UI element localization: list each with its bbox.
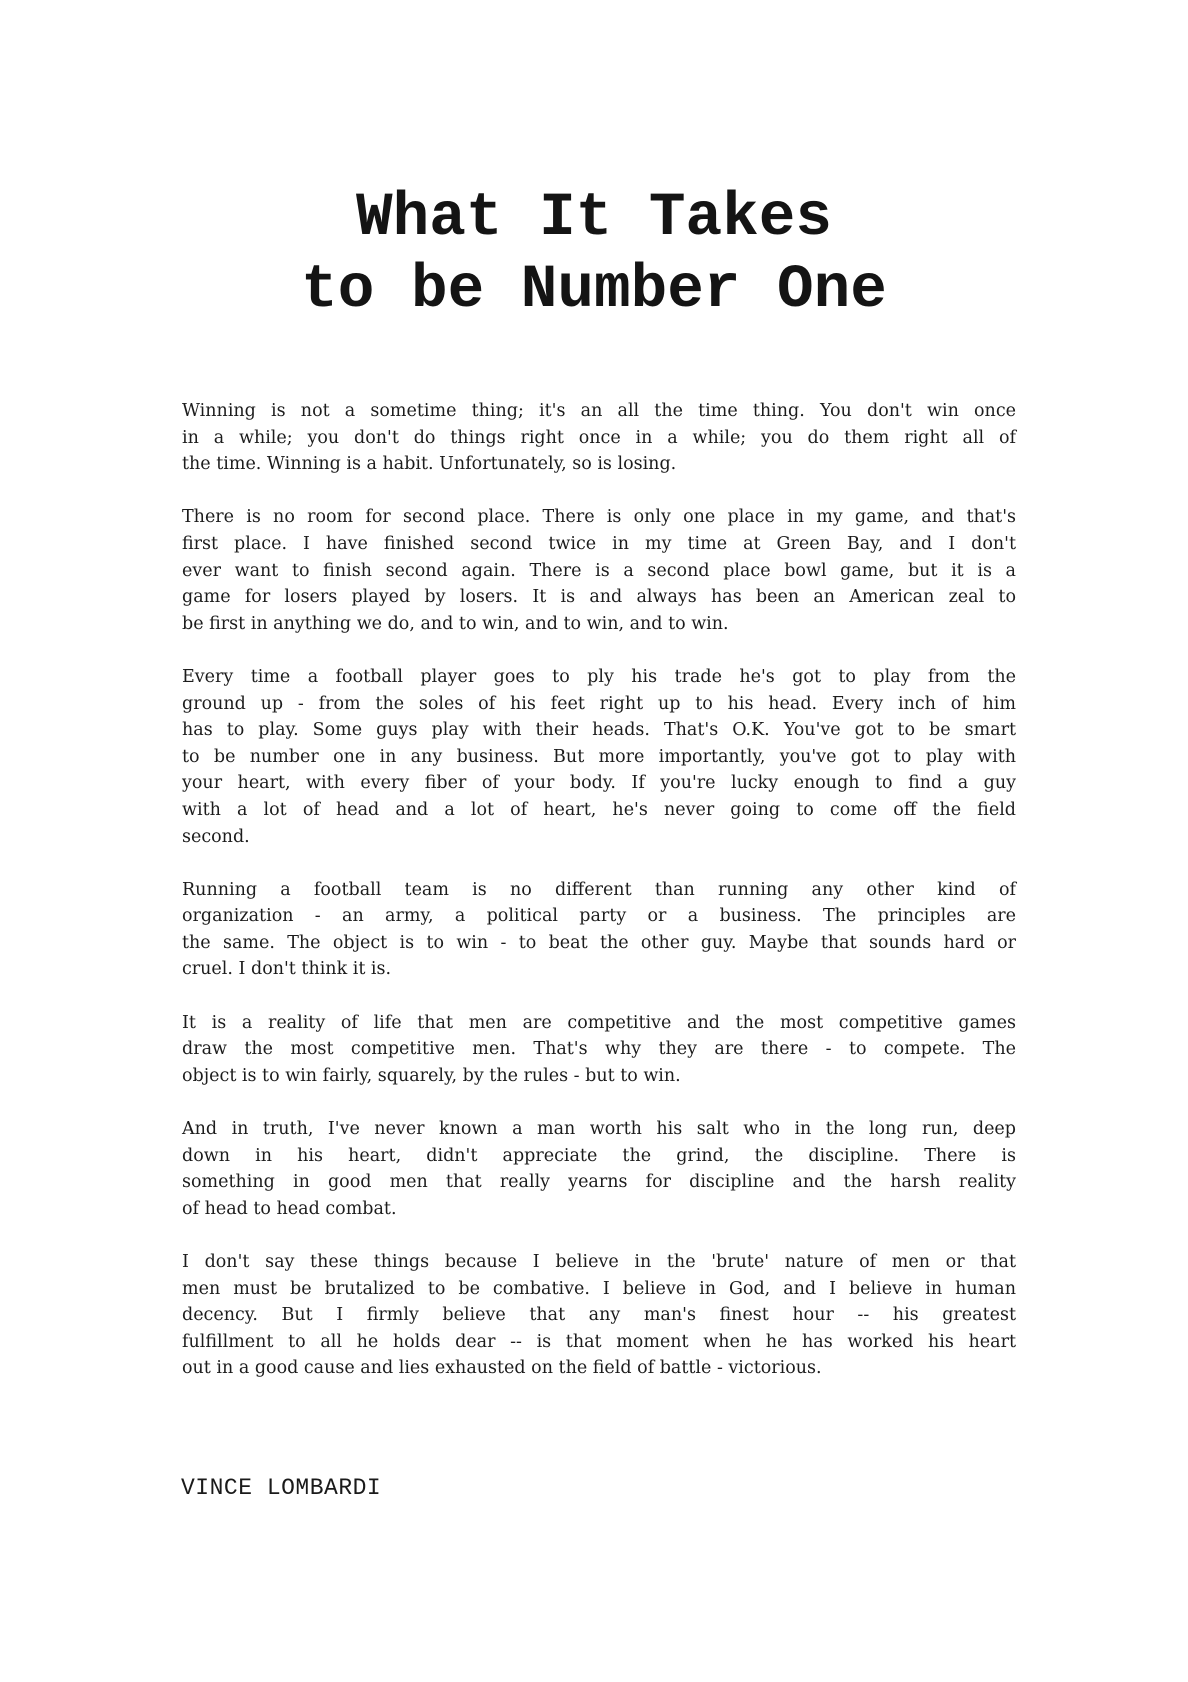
text-line: cruel. I don't think it is. (182, 959, 392, 980)
text-line: be first in anything we do, and to win, and to win, and to win. (182, 613, 729, 634)
text-line: Every time a football player goes to ply his trade he's got to play from the (182, 666, 1016, 687)
text-line: your heart, with every fiber of your body. If you're lucky enough to find a guy (182, 773, 1016, 794)
text-line: out in a good cause and lies exhausted on the field of battle - victorious. (182, 1358, 822, 1379)
text-line: first place. I have finished second twice in my time at Green Bay, and I don't (182, 533, 1016, 554)
paragraph-4 (182, 877, 1016, 983)
quote-body (182, 398, 1016, 1409)
text-line: organization - an army, a political party or a business. The principles are (182, 906, 1016, 927)
title-line-1: What It Takes (356, 184, 832, 253)
page-title (0, 183, 1188, 327)
paragraph-6 (182, 1116, 1016, 1222)
paragraph-1 (182, 398, 1016, 478)
text-line: ground up - from the soles of his feet right up to his head. Every inch of him (182, 693, 1016, 714)
text-line: the time. Winning is a habit. Unfortunately, so is losing. (182, 454, 677, 475)
paragraph-5 (182, 1010, 1016, 1090)
paragraph-7 (182, 1249, 1016, 1382)
text-line: something in good men that really yearns for discipline and the harsh reality (182, 1172, 1016, 1193)
text-line: second. (182, 826, 250, 847)
text-line: I don't say these things because I believe in the 'brute' nature of men or that (182, 1252, 1016, 1272)
text-line: fulfillment to all he holds dear -- is that moment when he has worked his heart (182, 1331, 1016, 1352)
text-line: object is to win fairly, squarely, by the rules - but to win. (182, 1065, 681, 1086)
text-line: to be number one in any business. But more importantly, you've got to play with (182, 746, 1016, 767)
text-line: has to play. Some guys play with their heads. That's O.K. You've got to be smart (182, 720, 1016, 741)
text-line: And in truth, I've never known a man worth his salt who in the long run, deep (182, 1119, 1016, 1140)
author-signature: VINCE LOMBARDI (181, 1475, 382, 1501)
text-line: down in his heart, didn't appreciate the grind, the discipline. There is (182, 1145, 1016, 1166)
text-line: Winning is not a sometime thing; it's an all the time thing. You don't win once (182, 401, 1016, 421)
title-line-2: to be Number One (301, 256, 887, 325)
text-line: game for losers played by losers. It is and always has been an American zeal to (182, 587, 1016, 608)
text-line: in a while; you don't do things right once in a while; you do them right all of (182, 427, 1016, 448)
text-line: men must be brutalized to be combative. I believe in God, and I believe in human (182, 1278, 1016, 1299)
text-line: with a lot of head and a lot of heart, he's never going to come off the field (182, 799, 1016, 820)
text-line: the same. The object is to win - to beat the other guy. Maybe that sounds hard or (182, 932, 1016, 953)
text-line: decency. But I firmly believe that any man's finest hour -- his greatest (182, 1305, 1016, 1326)
text-line: There is no room for second place. There is only one place in my game, and that's (182, 507, 1016, 528)
text-line: Running a football team is no different than running any other kind of (182, 879, 1016, 900)
text-line: It is a reality of life that men are competitive and the most competitive games (182, 1012, 1016, 1033)
text-line: of head to head combat. (182, 1198, 397, 1219)
text-line: ever want to finish second again. There is a second place bowl game, but it is a (182, 560, 1016, 581)
paragraph-3 (182, 664, 1016, 850)
paragraph-2 (182, 504, 1016, 637)
text-line: draw the most competitive men. That's why they are there - to compete. The (182, 1039, 1016, 1060)
